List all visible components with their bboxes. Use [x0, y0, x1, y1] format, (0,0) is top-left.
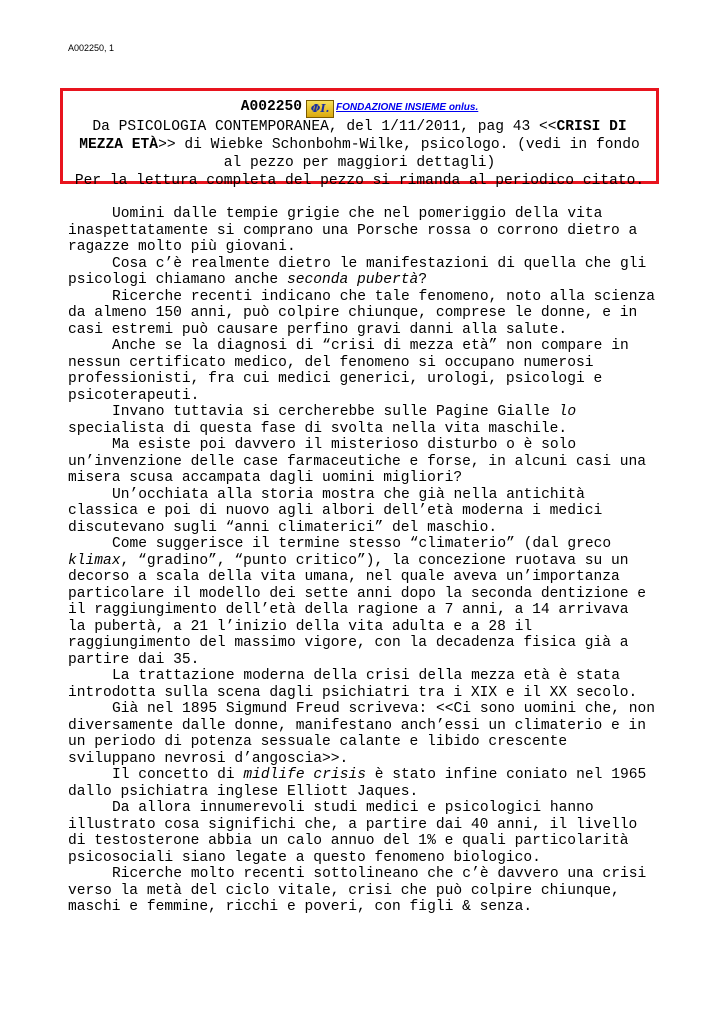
- header-details-line: al pezzo per maggiori dettagli): [223, 155, 496, 171]
- header-source-line: [63, 118, 656, 136]
- italic-term: midlife crisis: [243, 767, 366, 783]
- document-header-box: [60, 88, 659, 189]
- paragraph: Ricerche molto recenti sottolineano che c’è davvero una crisi verso la metà del ciclo vitale, crisi che può colpire chiunque, maschi e femmine, ricchi e poveri, con figli & senza.: [68, 866, 647, 915]
- foundation-link[interactable]: FONDAZIONE INSIEME onlus.: [336, 102, 479, 113]
- foundation-logo: ΦI.: [306, 100, 334, 118]
- author-text: >> di Wiebke Schonbohm-Wilke, psicologo. (vedi in fondo: [158, 137, 640, 153]
- paragraph: Anche se la diagnosi di “crisi di mezza età” non compare in nessun certificato medico, del fenomeno si occupano numerosi professionisti, fra cui medici generici, urologi, psicologi e psicoterapeuti.: [68, 338, 629, 404]
- text: , “gradino”, “punto critico”), la concezione ruotava su un decorso a scala della vita umana, nel quale aveva un’importanza particolare il modello dei sette anni dopo la seconda dentizione e il raggiungimento dell’età della ragione a 7 anni, a 14 arrivava la pubertà, a 21 l’inizio della vita adulta e a 28 il raggiungimento del massimo vigore, con la decadenza fisica già a partire dai 35.: [68, 552, 647, 668]
- text: è stato infine coniato nel 1965 dallo psichiatra inglese Elliott Jaques.: [68, 767, 647, 800]
- text: specialista di questa fase di svolta nella vita maschile.: [68, 420, 568, 437]
- header-title-line: [63, 98, 656, 118]
- text: Cosa c’è realmente dietro le manifestazioni di quella che gli psicologi chiamano anche: [68, 255, 647, 288]
- italic-term: klimax: [68, 552, 121, 569]
- article-body: [68, 206, 668, 916]
- header-notice-line: Per la lettura completa del pezzo si rimanda al periodico citato.: [74, 173, 645, 189]
- paragraph: Ricerche recenti indicano che tale fenomeno, noto alla scienza da almeno 150 anni, può colpire chiunque, comprese le donne, e in casi estremi può causare perfino gravi danni alla salute.: [68, 288, 655, 338]
- paragraph: [68, 536, 668, 668]
- paragraph: [68, 256, 668, 289]
- document-code: A002250: [240, 99, 303, 115]
- text: Invano tuttavia si cercherebbe sulle Pagine Gialle: [112, 404, 559, 420]
- paragraph: Ma esiste poi davvero il misterioso disturbo o è solo un’invenzione delle case farmaceutiche e forse, in alcuni casi una misera scusa accampata dagli uomini migliori?: [68, 437, 647, 486]
- paragraph: Già nel 1895 Sigmund Freud scriveva: <<Ci sono uomini che, non diversamente dalle donne, manifestano anch’essi un climaterio e in un periodo di potenza sessuale calante e libido crescente sviluppano nevrosi d’angoscia>>.: [68, 701, 655, 767]
- text: Il concetto di: [112, 767, 244, 783]
- text: ?: [418, 272, 428, 288]
- paragraph: Uomini dalle tempie grigie che nel pomeriggio della vita inaspettatamente si comprano una Porsche rossa o corrono dietro a ragazze molto più giovani.: [68, 206, 638, 255]
- article-title-part1: CRISI DI: [556, 119, 627, 135]
- paragraph: Un’occhiata alla storia mostra che già nella antichità classica e poi di nuovo agli albori dell’età moderna i medici discutevano sugli “anni climaterici” del maschio.: [68, 486, 603, 536]
- paragraph: La trattazione moderna della crisi della mezza età è stata introdotta sulla scena dagli psichiatri tra i XIX e il XX secolo.: [68, 668, 638, 701]
- text: Come suggerisce il termine stesso “climaterio” (dal greco: [112, 536, 612, 552]
- paragraph: Da allora innumerevoli studi medici e psicologici hanno illustrato cosa significhi che, a partire dai 40 anni, il livello di testosterone abbia un calo annuo del 1% e quali particolarità psicosociali siano legate a questo fenomeno biologico.: [68, 800, 638, 866]
- header-author-line: [63, 136, 656, 154]
- italic-term: seconda pubertà: [286, 272, 419, 288]
- paragraph: [68, 767, 668, 800]
- source-text: Da PSICOLOGIA CONTEMPORANEA, del 1/11/2011, pag 43 <<: [92, 119, 557, 135]
- italic-term: lo: [558, 404, 577, 420]
- paragraph: [68, 404, 668, 437]
- page-reference: A002250, 1: [68, 43, 115, 53]
- article-title-part2: MEZZA ETÀ: [79, 137, 159, 153]
